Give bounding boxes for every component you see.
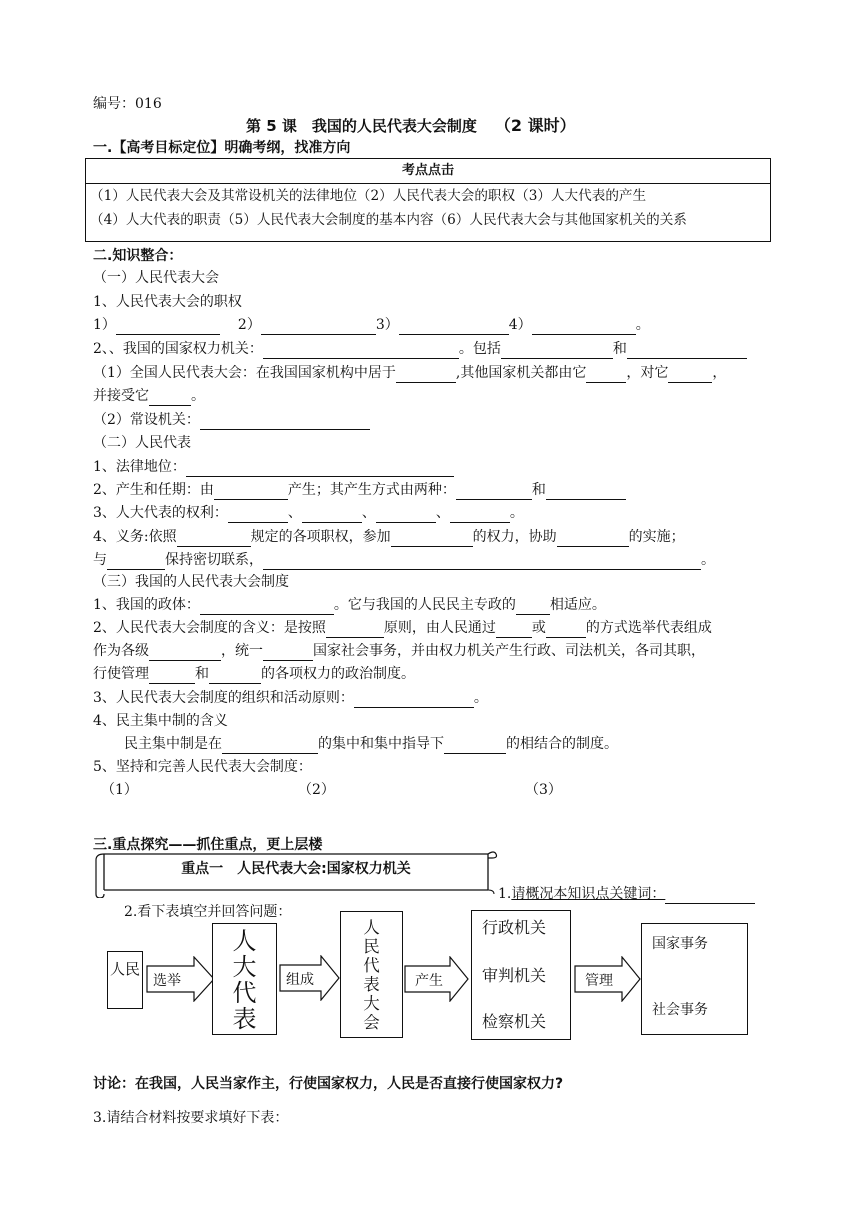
blank[interactable] xyxy=(546,484,626,500)
s3-q3-line: 3.请结合材料按要求填好下表： xyxy=(93,1110,289,1126)
blank[interactable] xyxy=(557,531,629,547)
blank[interactable] xyxy=(546,622,586,638)
blank[interactable] xyxy=(532,319,636,335)
people-box xyxy=(107,951,143,1009)
p2-2-line: 2、产生和任期：由 产生；其产生方式由两种： 和 xyxy=(93,480,626,500)
blank[interactable] xyxy=(444,738,506,754)
p3-2-line: 2、人民代表大会制度的含义：是按照 原则，由人民通过 或 的方式选举代表组成 xyxy=(93,620,712,636)
p3-3-line: 3、人民代表大会制度的组织和活动原则： 。 xyxy=(93,690,488,706)
p3-5-item-3: （3） xyxy=(525,782,562,798)
blank[interactable] xyxy=(668,367,712,383)
q1-blanks-line: 1） 2） 3） 4） 。 xyxy=(93,317,650,333)
blank[interactable] xyxy=(177,531,251,547)
part1-title: （一）人民代表大会 xyxy=(93,270,219,286)
blank[interactable] xyxy=(399,319,509,335)
title-lesson: 第 5 课 我国的人民代表大会制度 xyxy=(246,117,477,135)
arrow-produce-label: 产生 xyxy=(415,973,443,989)
organ-procuratorial: 检察机关 xyxy=(482,1012,547,1031)
blank[interactable] xyxy=(200,599,334,615)
exam-points-row-2: （4）人大代表的职责（5）人民代表大会制度的基本内容（6）人民代表大会与其他国家机关的关系 xyxy=(90,212,687,228)
deputies-box xyxy=(212,923,277,1035)
p3-4-line: 民主集中制是在 的集中和集中指导下 的相结合的制度。 xyxy=(124,736,618,752)
affairs-box xyxy=(641,923,748,1035)
exam-points-table xyxy=(85,158,771,242)
q2-2-line: （2）常设机关： xyxy=(93,410,370,430)
s3-q2-line: 2.看下表填空并回答问题： xyxy=(124,904,292,920)
blank[interactable] xyxy=(263,554,701,570)
exam-points-row-1: （1）人民代表大会及其常设机关的法律地位（2）人民代表大会的职权（3）人大代表的产生 xyxy=(90,188,647,204)
q2-line: 2、、我国的国家权力机关： 。包括 和 xyxy=(93,339,747,359)
blank[interactable] xyxy=(222,738,318,754)
blank[interactable] xyxy=(496,622,532,638)
congress-box xyxy=(340,911,403,1038)
q2-1-line-2: 并接受它 。 xyxy=(93,388,205,404)
blank[interactable] xyxy=(396,367,456,383)
section2-heading: 二.知识整合： xyxy=(93,248,183,264)
p2-1-line: 1、法律地位： xyxy=(93,457,454,477)
people-label: 人民 xyxy=(109,960,140,978)
blank[interactable] xyxy=(456,484,532,500)
blank[interactable] xyxy=(665,888,755,904)
blank[interactable] xyxy=(354,692,474,708)
blank[interactable] xyxy=(326,622,384,638)
affair-social: 社会事务 xyxy=(652,1002,708,1018)
blank[interactable] xyxy=(116,319,220,335)
blank[interactable] xyxy=(107,554,165,570)
part3-title: （三）我国的人民代表大会制度 xyxy=(93,574,289,590)
title-hours: （2 课时） xyxy=(494,116,576,135)
blank[interactable] xyxy=(261,319,376,335)
blank[interactable] xyxy=(516,599,550,615)
part2-title: （二）人民代表 xyxy=(93,435,191,451)
blank[interactable] xyxy=(263,645,313,661)
page-title xyxy=(246,116,576,136)
p2-4-line: 4、义务:依照 规定的各项职权，参加 的权力，协助 的实施； xyxy=(93,529,685,545)
key-point-banner xyxy=(92,850,500,898)
exam-points-header: 考点点击 xyxy=(86,159,770,184)
blank[interactable] xyxy=(186,461,454,477)
organs-box xyxy=(471,910,571,1040)
s3-q1-line: 1.请概况本知识点关键词： xyxy=(498,884,755,904)
p3-5-title: 5、坚持和完善人民代表大会制度： xyxy=(93,759,312,775)
blank[interactable] xyxy=(586,367,626,383)
section3-heading: 三.重点探究——抓住重点，更上层楼 xyxy=(93,837,323,853)
p3-4-title: 4、民主集中制的含义 xyxy=(93,713,228,729)
blank[interactable] xyxy=(263,343,459,359)
deputies-label: 人大代表 xyxy=(232,927,257,1033)
p3-5-item-1: （1） xyxy=(101,782,138,798)
document-code: 编号：016 xyxy=(93,96,162,112)
p2-4-line-2: 与 保持密切联系， 。 xyxy=(93,552,715,568)
p2-3-line: 3、人大代表的权利： 、 、 、 。 xyxy=(93,505,524,521)
blank[interactable] xyxy=(228,507,288,523)
q1-title: 1、人民代表大会的职权 xyxy=(93,294,242,310)
blank[interactable] xyxy=(627,343,747,359)
blank[interactable] xyxy=(149,668,195,684)
blank[interactable] xyxy=(450,507,510,523)
p3-1-line: 1、我国的政体： 。它与我国的人民民主专政的 相适应。 xyxy=(93,597,606,613)
section1-heading: 一.【高考目标定位】明确考纲，找准方向 xyxy=(93,140,351,156)
blank[interactable] xyxy=(149,645,221,661)
blank[interactable] xyxy=(214,484,288,500)
discussion-question: 讨论：在我国，人民当家作主，行使国家权力，人民是否直接行使国家权力? xyxy=(93,1076,564,1092)
blank[interactable] xyxy=(302,507,362,523)
organ-judicial: 审判机关 xyxy=(482,966,547,985)
arrow-elect-label: 选举 xyxy=(153,973,181,989)
blank[interactable] xyxy=(376,507,436,523)
blank[interactable] xyxy=(391,531,473,547)
blank[interactable] xyxy=(209,668,261,684)
organ-administrative: 行政机关 xyxy=(482,918,547,937)
blank[interactable] xyxy=(200,414,370,430)
affair-state: 国家事务 xyxy=(652,936,708,952)
arrow-form-label: 组成 xyxy=(286,972,314,988)
congress-label: 人民代表大会 xyxy=(363,918,380,1032)
blank[interactable] xyxy=(149,390,191,406)
p3-5-item-2: （2） xyxy=(298,782,335,798)
banner-title: 重点一 人民代表大会:国家权力机关 xyxy=(181,861,411,877)
p3-2-line-2: 作为各级 ，统一 国家社会事务，并由权力机关产生行政、司法机关，各司其职， xyxy=(93,643,705,659)
arrow-manage-label: 管理 xyxy=(585,973,613,989)
blank[interactable] xyxy=(501,343,613,359)
q2-1-line: （1）全国人民代表大会：在我国国家机构中居于 ,其他国家机关都由它 ，对它 ， xyxy=(93,365,727,381)
p3-2-line-3: 行使管理 和 的各项权力的政治制度。 xyxy=(93,666,415,682)
